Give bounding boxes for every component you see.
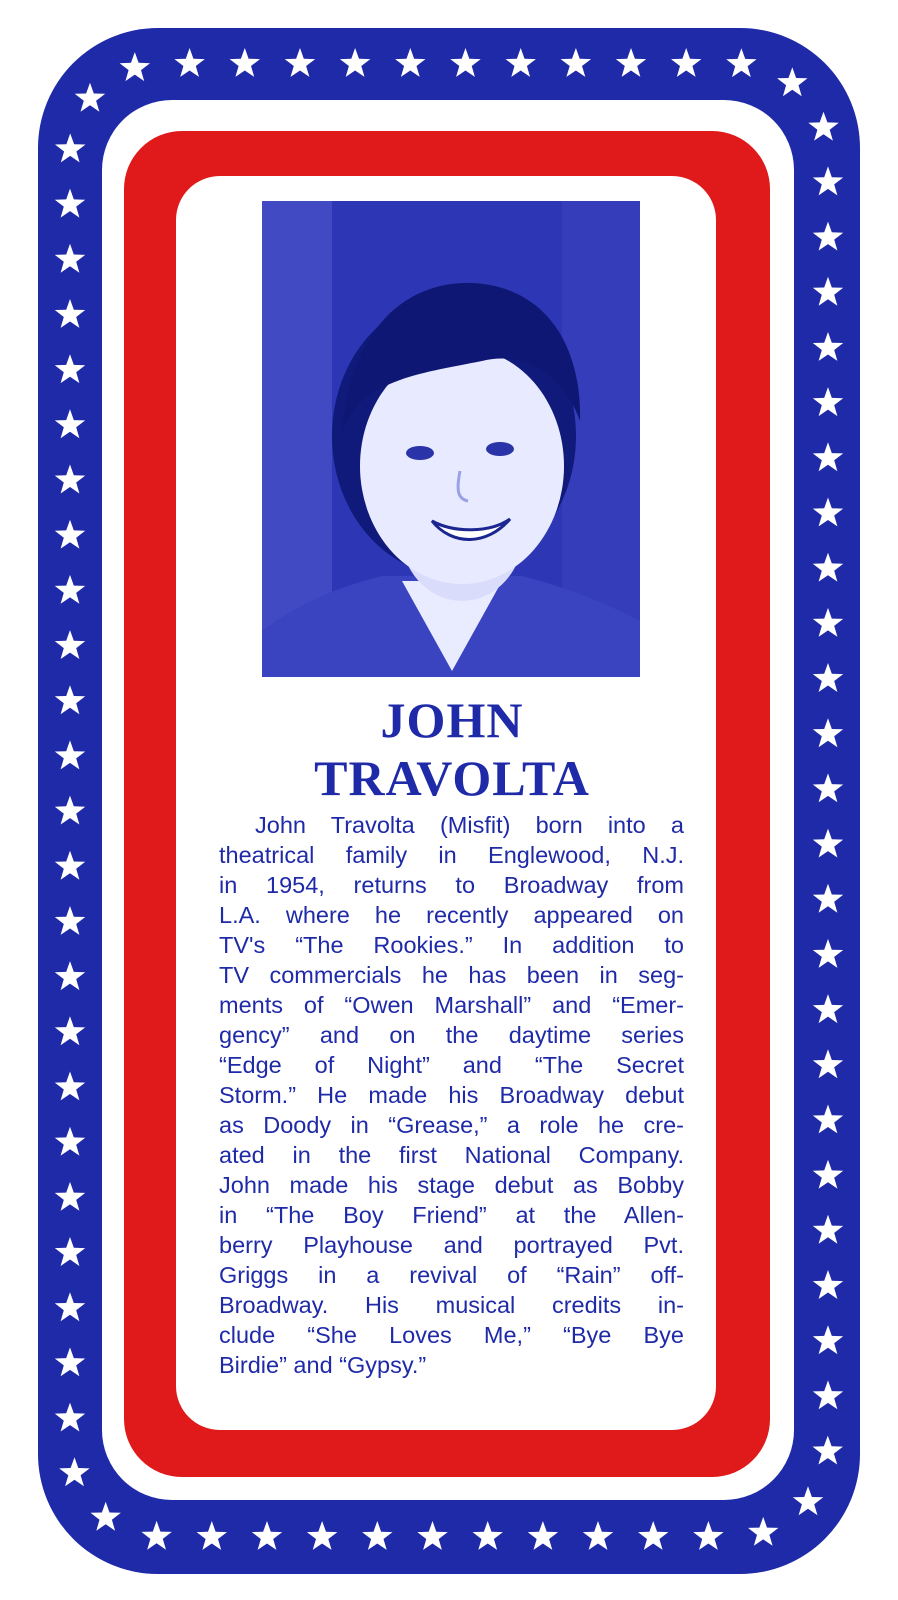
name-first: JOHN bbox=[380, 692, 524, 748]
bio-line: John made his stage debut as Bobby bbox=[219, 1172, 684, 1198]
bio-line: ments of “Owen Marshall” and “Emer- bbox=[219, 992, 684, 1018]
bio-line: Broadway. His musical credits in- bbox=[219, 1292, 684, 1318]
bio-line: in 1954, returns to Broadway from bbox=[219, 872, 684, 898]
bio-line: berry Playhouse and portrayed Pvt. bbox=[219, 1232, 684, 1258]
bio-line: TV commercials he has been in seg- bbox=[219, 962, 684, 988]
bio-line: as Doody in “Grease,” a role he cre- bbox=[219, 1112, 684, 1138]
bio-line: clude “She Loves Me,” “Bye Bye bbox=[219, 1322, 684, 1348]
bio-line: Griggs in a revival of “Rain” off- bbox=[219, 1262, 684, 1288]
bio-line: “Edge of Night” and “The Secret bbox=[219, 1052, 684, 1078]
bio-line: gency” and on the daytime series bbox=[219, 1022, 684, 1048]
bio-line: Storm.” He made his Broadway debut bbox=[219, 1082, 684, 1108]
bio-line: ated in the first National Company. bbox=[219, 1142, 684, 1168]
bio-line: theatrical family in Englewood, N.J. bbox=[219, 842, 684, 868]
biography-text bbox=[219, 810, 684, 1380]
bio-line: in “The Boy Friend” at the Allen- bbox=[219, 1202, 684, 1228]
bio-line: John Travolta (Misfit) born into a bbox=[255, 812, 684, 838]
bio-line: Birdie” and “Gypsy.” bbox=[219, 1352, 427, 1378]
bio-line: TV's “The Rookies.” In addition to bbox=[219, 932, 684, 958]
name-last: TRAVOLTA bbox=[314, 750, 590, 806]
portrait-photo bbox=[262, 201, 640, 677]
bio-line: L.A. where he recently appeared on bbox=[219, 902, 684, 928]
